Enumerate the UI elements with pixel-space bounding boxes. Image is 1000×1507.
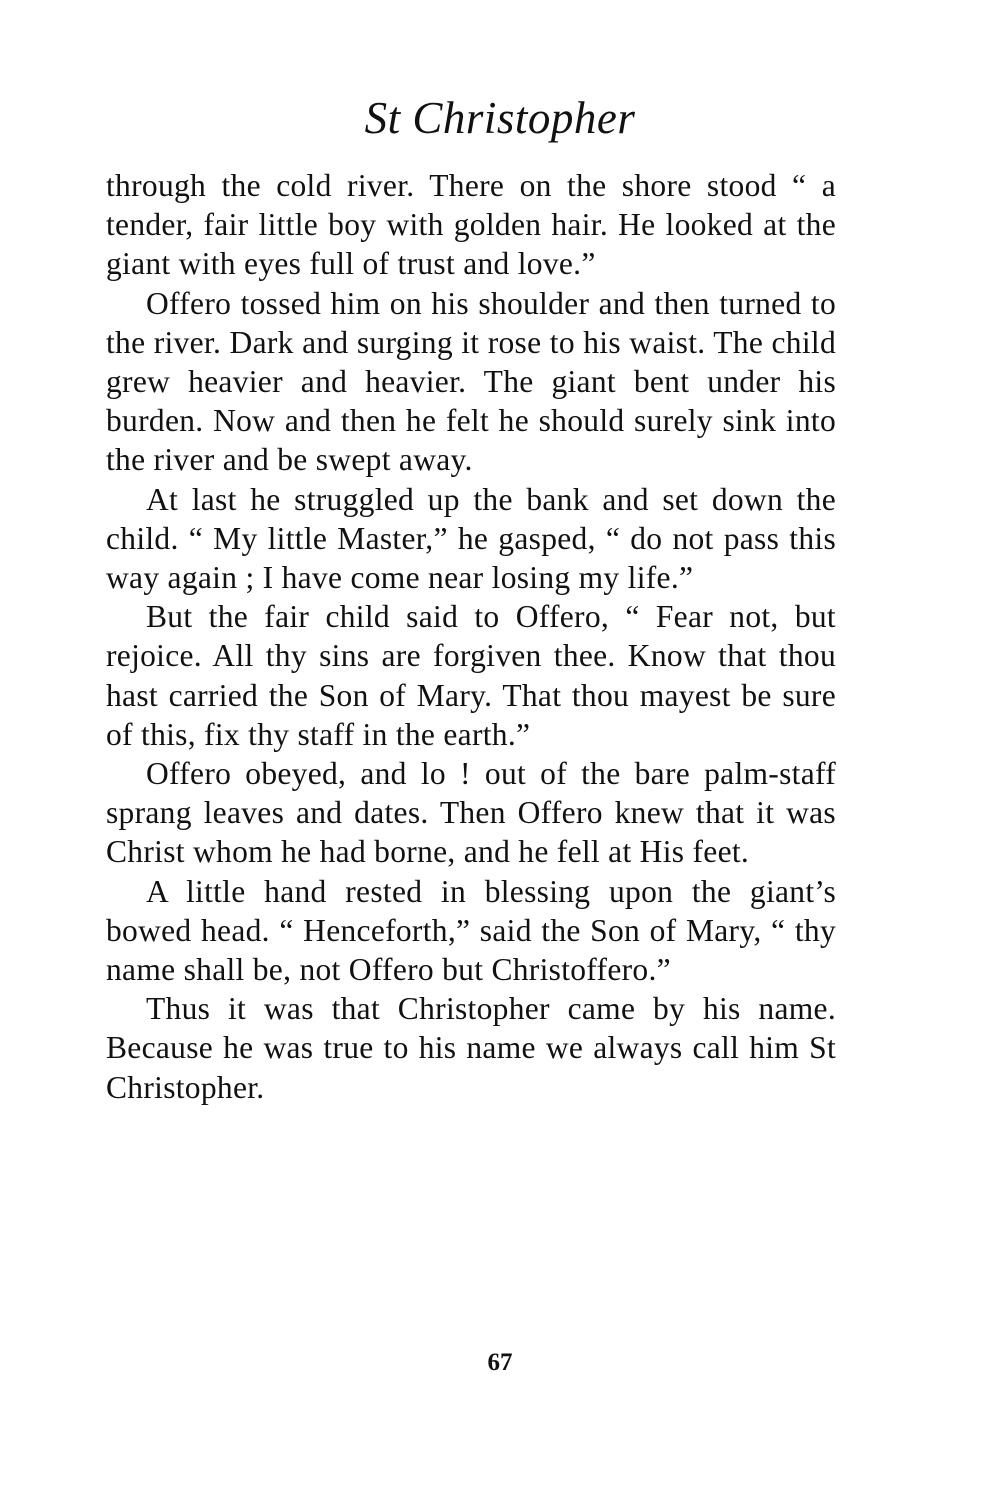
- paragraph: Offero obeyed, and lo ! out of the bare palm-staff sprang leaves and dates. Then Offero knew that it was Christ whom he had borne, and he fell at His feet.: [106, 756, 836, 870]
- paragraph: through the cold river. There on the shore stood “ a tender, fair little boy with golden hair. He looked at the giant with eyes full of trust and love.”: [106, 168, 836, 282]
- paragraph: But the fair child said to Offero, “ Fear not, but rejoice. All thy sins are forgiven thee. Know that thou hast carried the Son of Mary. That thou mayest be sure of this, fix thy staff in the earth.”: [106, 599, 836, 752]
- running-head: St Christopher: [364, 93, 636, 143]
- body-text: [106, 166, 836, 1107]
- page-number: 67: [487, 1349, 513, 1376]
- paragraph: At last he struggled up the bank and set down the child. “ My little Master,” he gasped, “ do not pass this way again ; I have come near losing my life.”: [106, 481, 836, 596]
- paragraph: Thus it was that Christopher came by his name. Because he was true to his name we always call him St Christopher.: [106, 991, 836, 1105]
- paragraph: Offero tossed him on his shoulder and then turned to the river. Dark and surging it rose to his waist. The child grew heavier and heavier. The giant bent under his burden. Now and then he felt he should surely sink into the river and be swept away.: [106, 285, 836, 478]
- paragraph: A little hand rested in blessing upon the giant’s bowed head. “ Henceforth,” said the Son of Mary, “ thy name shall be, not Offero but Christoffero.”: [106, 873, 836, 988]
